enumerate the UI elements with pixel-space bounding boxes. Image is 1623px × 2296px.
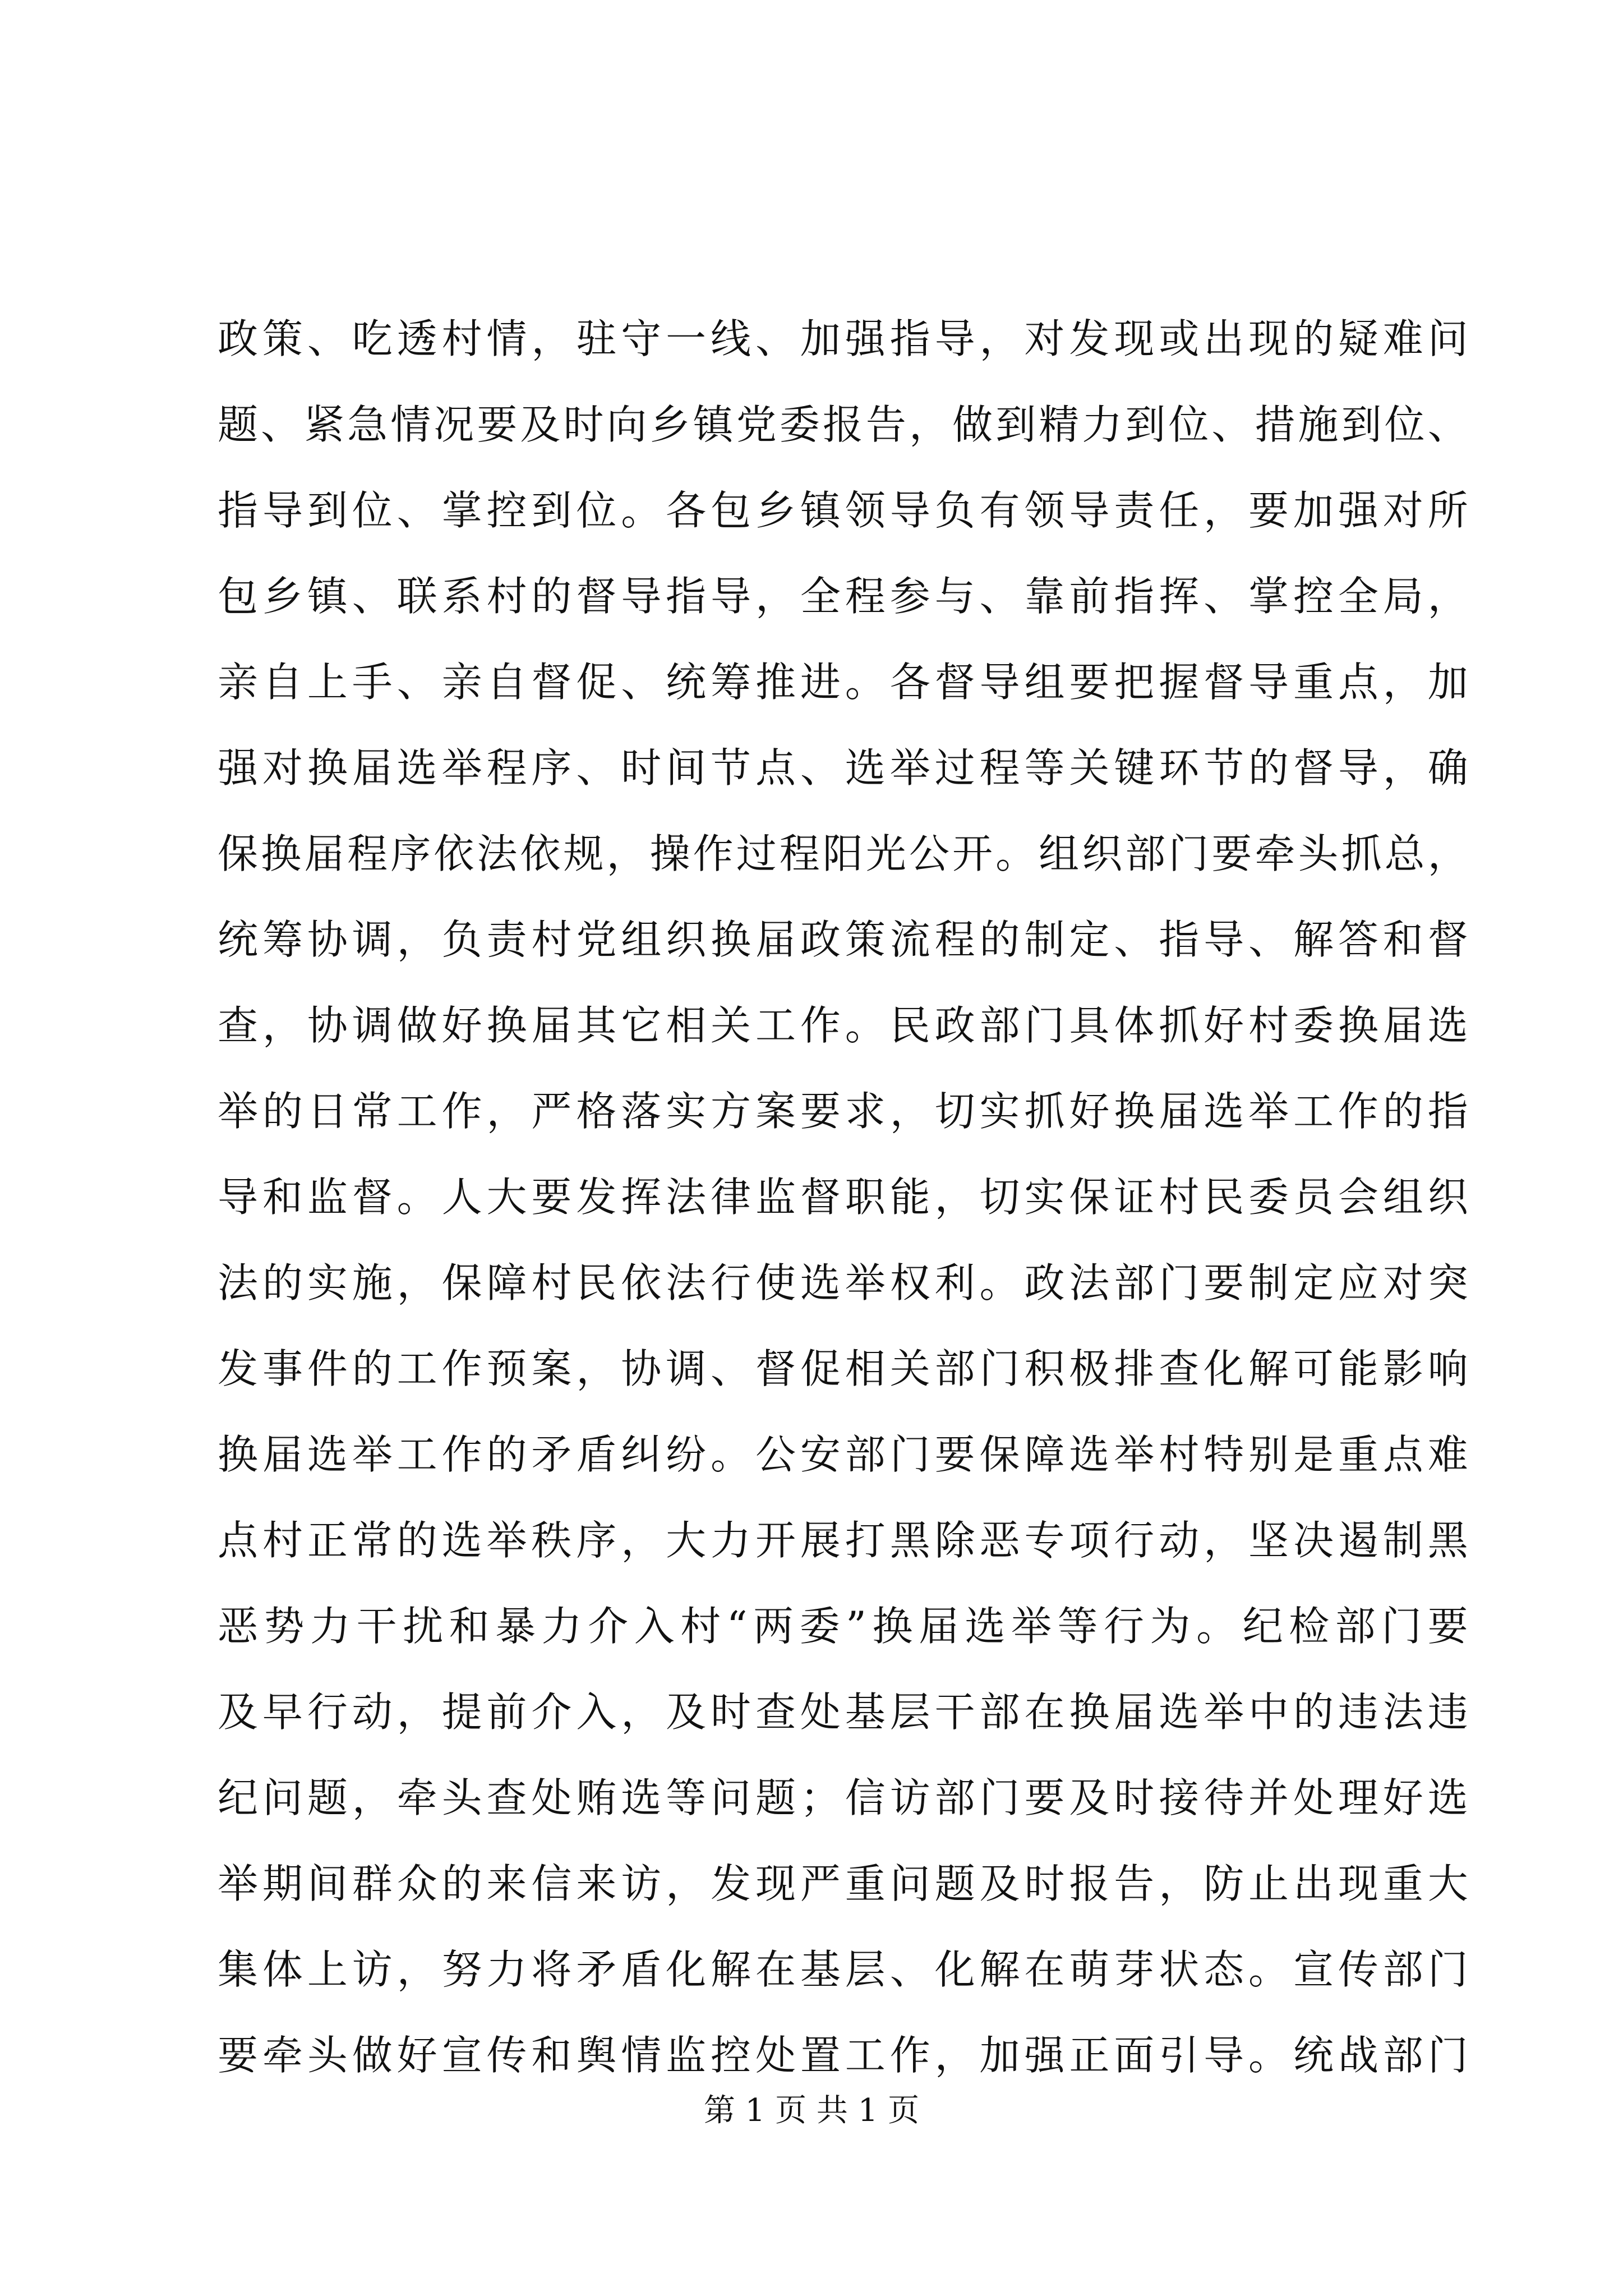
text-line: 保换届程序依法依规，操作过程阳光公开。组织部门要牵头抓总， [218,830,1468,877]
text-line: 查，协调做好换届其它相关工作。民政部门具体抓好村委换届选 [218,1002,1468,1049]
page-footer [0,2091,1623,2131]
text-line: 集体上访，努力将矛盾化解在基层、化解在萌芽状态。宣传部门 [218,1946,1468,1993]
text-line: 统筹协调，负责村党组织换届政策流程的制定、指导、解答和督 [218,916,1468,963]
text-line: 要牵头做好宣传和舆情监控处置工作，加强正面引导。统战部门 [218,2032,1468,2079]
text-line: 法的实施，保障村民依法行使选举权利。政法部门要制定应对突 [218,1259,1468,1306]
text-line: 包乡镇、联系村的督导指导，全程参与、靠前指挥、掌控全局， [218,573,1468,620]
text-line: 及早行动，提前介入，及时查处基层干部在换届选举中的违法违 [218,1688,1468,1736]
text-line: 题、紧急情况要及时向乡镇党委报告，做到精力到位、措施到位、 [218,401,1468,448]
text-line: 纪问题，牵头查处贿选等问题；信访部门要及时接待并处理好选 [218,1774,1468,1821]
text-line: 政策、吃透村情，驻守一线、加强指导，对发现或出现的疑难问 [218,315,1468,362]
text-line: 亲自上手、亲自督促、统筹推进。各督导组要把握督导重点，加 [218,659,1468,706]
page-number-label: 第 1 页 共 1 页 [703,2092,920,2129]
text-line: 换届选举工作的矛盾纠纷。公安部门要保障选举村特别是重点难 [218,1431,1468,1478]
text-line: 强对换届选举程序、时间节点、选举过程等关键环节的督导，确 [218,744,1468,792]
text-line: 恶势力干扰和暴力介入村“两委”换届选举等行为。纪检部门要 [218,1603,1468,1650]
text-line: 导和监督。人大要发挥法律监督职能，切实保证村民委员会组织 [218,1174,1468,1221]
text-line: 发事件的工作预案，协调、督促相关部门积极排查化解可能影响 [218,1345,1468,1392]
text-line: 指导到位、掌控到位。各包乡镇领导负有领导责任，要加强对所 [218,487,1468,534]
text-line: 点村正常的选举秩序，大力开展打黑除恶专项行动，坚决遏制黑 [218,1517,1468,1564]
text-line: 举期间群众的来信来访，发现严重问题及时报告，防止出现重大 [218,1860,1468,1907]
text-line: 举的日常工作，严格落实方案要求，切实抓好换届选举工作的指 [218,1088,1468,1135]
body-text [218,296,1468,2099]
